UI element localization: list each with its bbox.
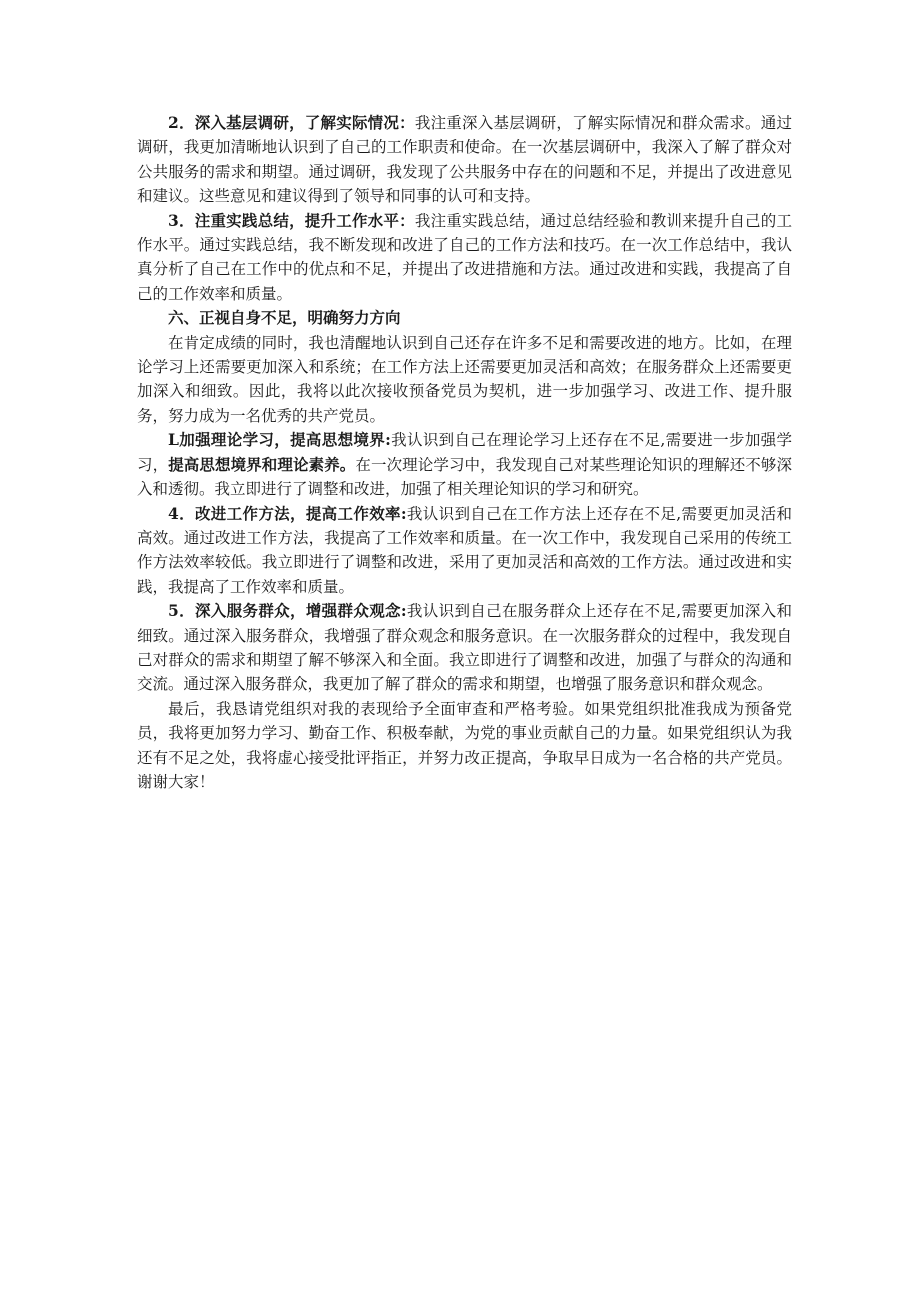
paragraph-item-5: [137, 599, 792, 697]
item-3-lead: 3．注重实践总结，提升工作水平：: [168, 210, 415, 230]
item-5-body: 我认识到自己在服务群众上还存在不足,需要更加深入和细致。通过深入服务群众，我增强了群众观念和服务意识。在一次服务群众的过程中，我发现自己对群众的需求和期望了解不够深入和全面。我立即进行了调整和改进，加强了与群众的沟通和交流。通过深入服务群众，我更加了解了群众的需求和期望，也增强了服务意识和群众观念。: [137, 602, 792, 694]
item-1-lead: L加强理论学习，提高思想境界:: [168, 430, 391, 450]
item-2-lead: 2．深入基层调研，了解实际情况：: [168, 113, 415, 132]
section-6-intro: 在肯定成绩的同时，我也清醒地认识到自己还存在许多不足和需要改进的地方。比如，在理论学习上还需要更加深入和系统；在工作方法上还需要更加灵活和高效；在服务群众上还需要更加深入和细致。因此，我将以此次接收预备党员为契机，进一步加强学习、改进工作、提升服务，努力成为一名优秀的共产党员。: [137, 333, 792, 425]
item-4-body: 我认识到自己在工作方法上还存在不足,需要更加灵活和高效。通过改进工作方法，我提高了工作效率和质量。在一次工作中，我发现自己采用的传统工作方法效率较低。我立即进行了调整和改进，采用了更加灵活和高效的工作方法。通过改进和实践，我提高了工作效率和质量。: [137, 504, 792, 596]
item-3-body: 我注重实践总结，通过总结经验和教训来提升自己的工作水平。通过实践总结，我不断发现和改进了自己的工作方法和技巧。在一次工作总结中，我认真分析了自己在工作中的优点和不足，并提出了改进措施和方法。通过改进和实践，我提高了自己的工作效率和质量。: [137, 211, 792, 303]
paragraph-item-1: [137, 428, 792, 501]
item-4-lead: 4．改进工作方法，提高工作效率:: [168, 503, 407, 523]
item-1-body-b: 在一次理论学习中，我发现自己对某些理论知识的理解还不够深入和透彻。我立即进行了调整和改进，加强了相关理论知识的学习和研究。: [137, 455, 792, 499]
item-5-lead: 5．深入服务群众，增强群众观念:: [168, 601, 407, 621]
closing-paragraph: 最后，我恳请党组织对我的表现给予全面审查和严格考验。如果党组织批准我成为预备党员，我将更加努力学习、勤奋工作、积极奉献，为党的事业贡献自己的力量。如果党组织认为我还有不足之处，我将虚心接受批评指正，并努力改正提高，争取早日成为一名合格的共产党员。谢谢大家！: [137, 699, 792, 791]
item-2-body: 我注重深入基层调研，了解实际情况和群众需求。通过调研，我更加清晰地认识到了自己的工作职责和使命。在一次基层调研中，我深入了解了群众对公共服务的需求和期望。通过调研，我发现了公共服务中存在的问题和不足，并提出了改进意见和建议。这些意见和建议得到了领导和同事的认可和支持。: [137, 114, 792, 206]
paragraph-item-2: [137, 111, 792, 209]
paragraph-item-4: [137, 502, 792, 600]
section-6-heading: 六、正视自身不足，明确努力方向: [168, 308, 401, 328]
document-body: [137, 111, 792, 794]
item-1-bold-phrase: 提高思想境界和理论素养。: [168, 454, 356, 474]
item-1-body-a: 我认识到自己在理论学习上还存在不足,需要进一步加强学习，: [137, 431, 792, 474]
paragraph-item-3: [137, 209, 792, 307]
